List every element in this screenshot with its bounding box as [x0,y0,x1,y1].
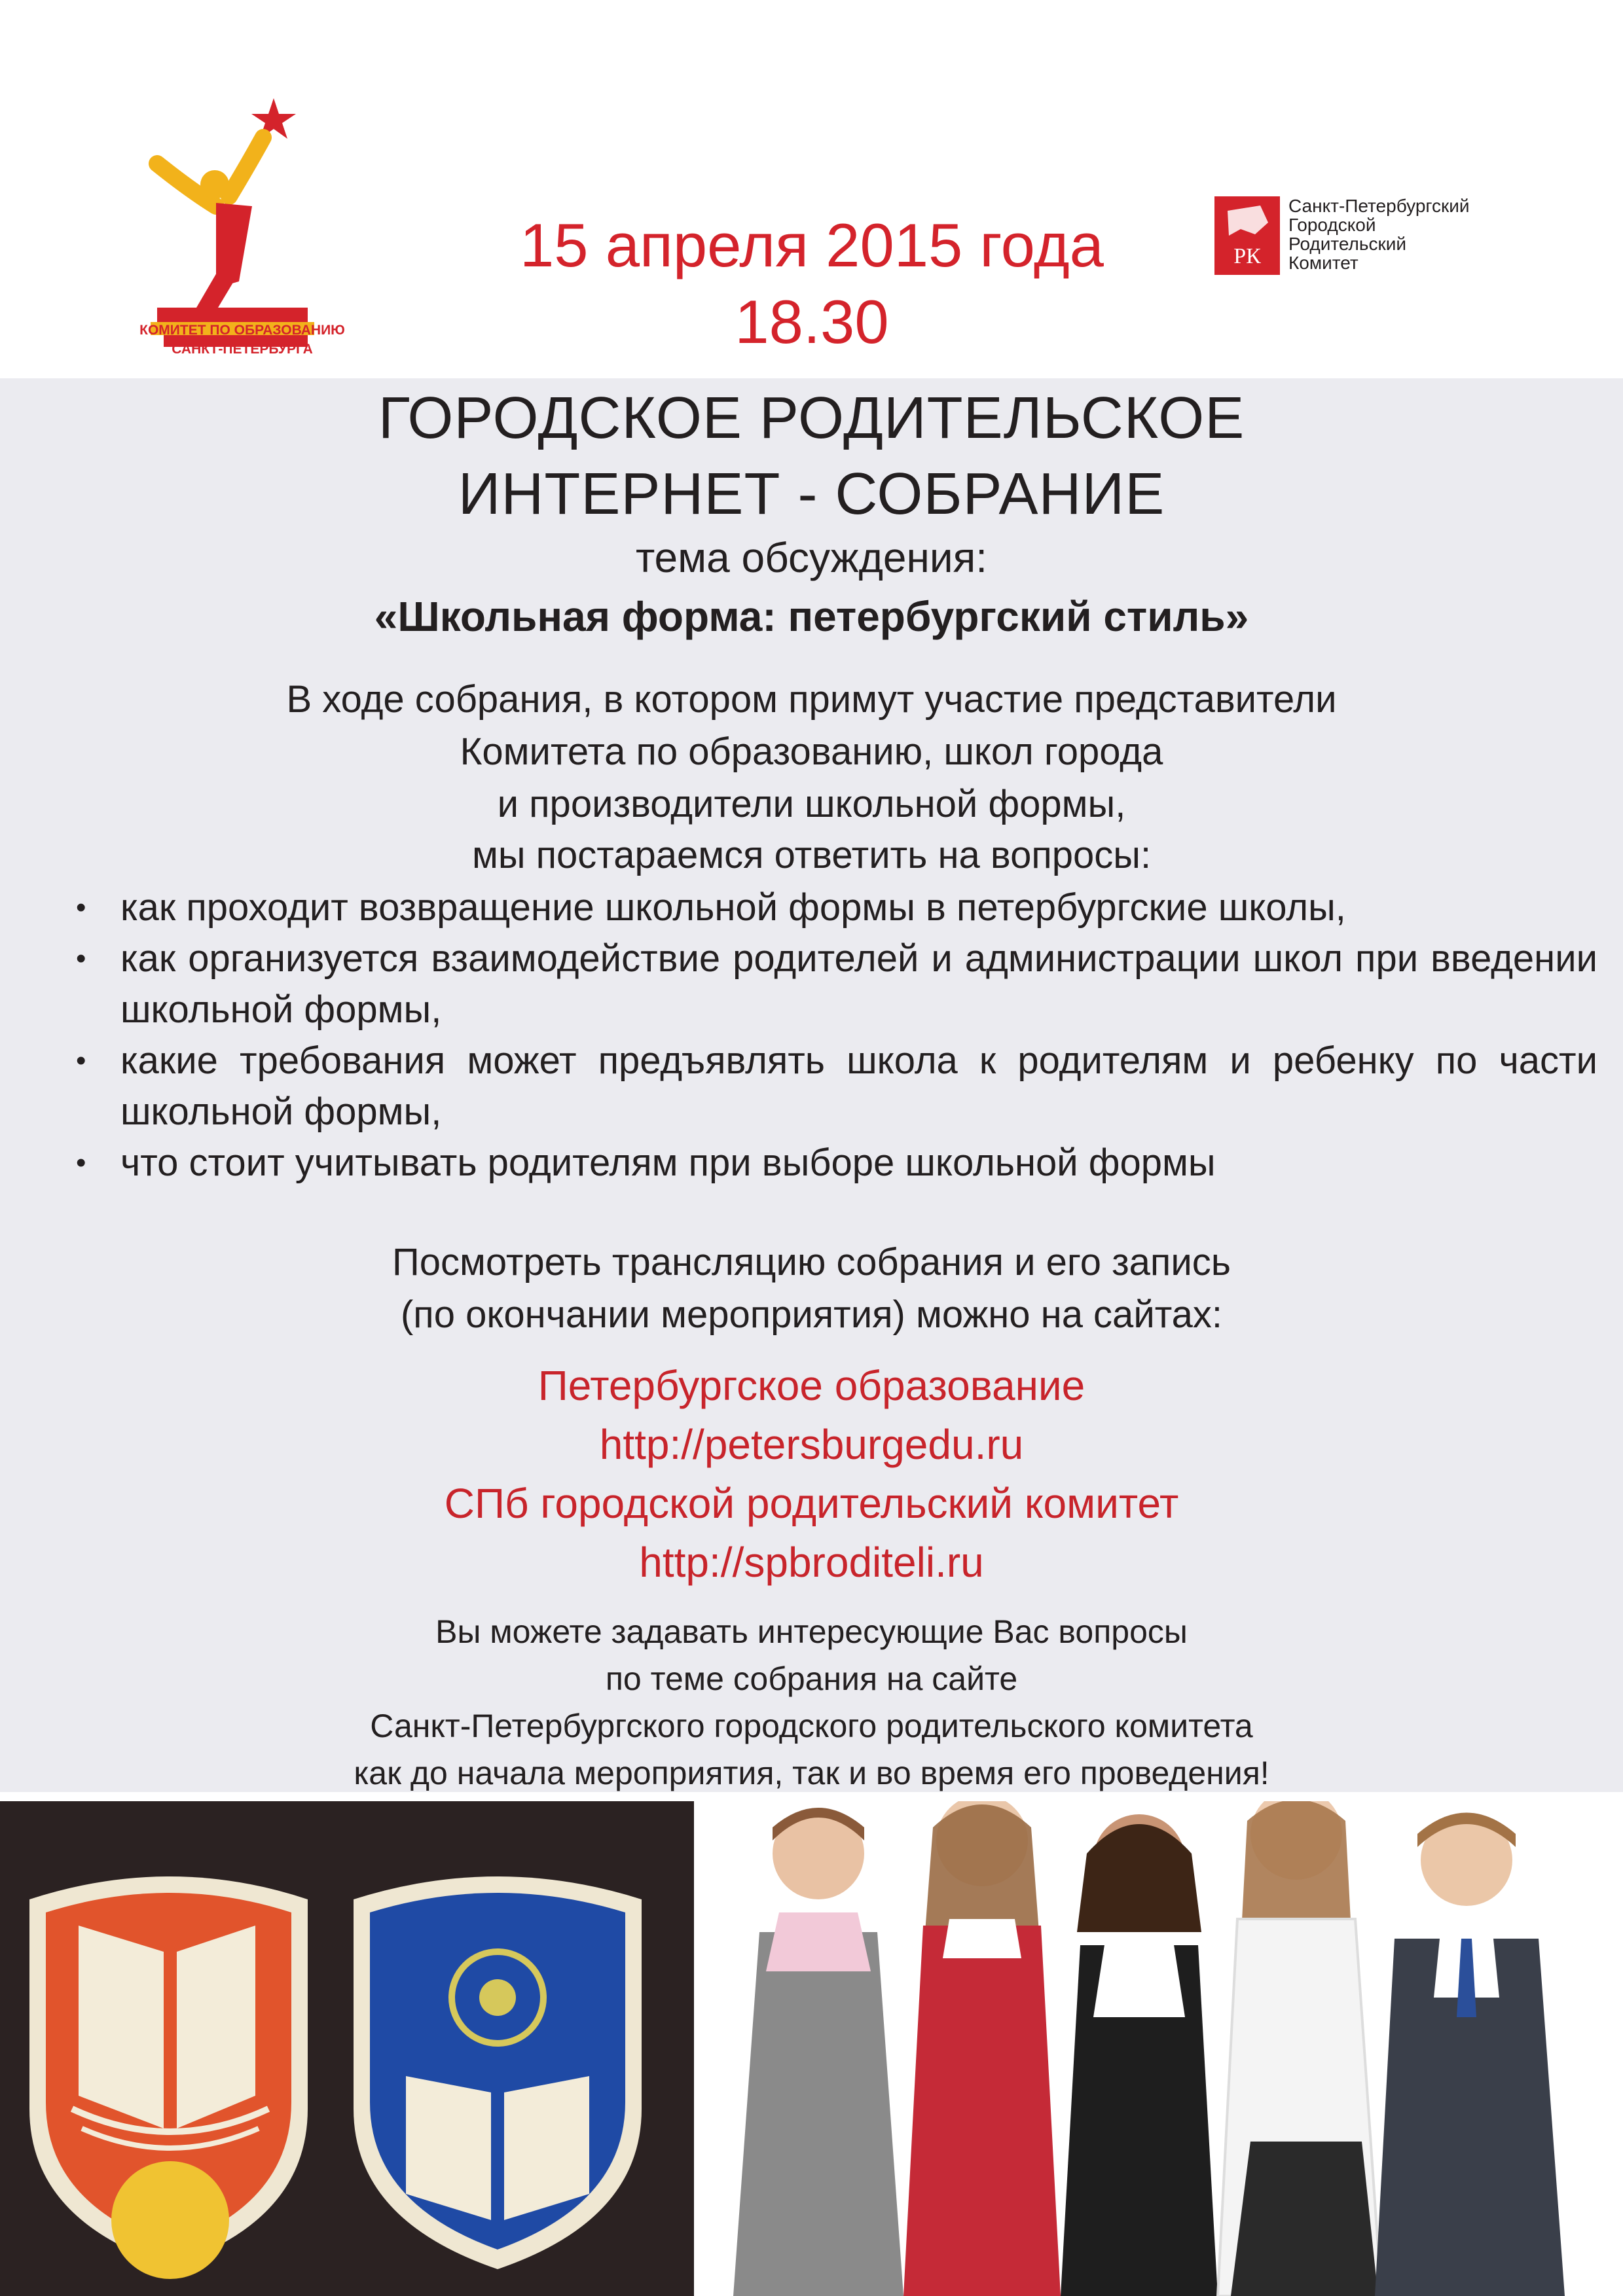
list-item [72,1138,1597,1189]
watch-line: (по окончании мероприятия) можно на сайтах: [400,1293,1222,1336]
intro-line: мы постараемся ответить на вопросы: [471,834,1152,876]
list-item [72,882,1597,933]
list-item-text: какие требования может предъявлять школа к родителям и ребенку по части школьной формы, [120,1039,1597,1133]
list-item [72,1035,1597,1138]
page-title-line: ГОРОДСКОЕ РОДИТЕЛЬСКОЕ [378,386,1245,451]
bullet-icon: • [76,1147,86,1179]
ask-line: Вы можете задавать интересующие Вас вопросы [435,1613,1188,1650]
figure-leg [196,268,236,311]
children-in-uniform-photo [733,1801,1578,2296]
ask-line: по теме собрания на сайте [605,1660,1018,1697]
site-name-edu[interactable]: Петербургское образование [538,1362,1085,1409]
figure-head [200,170,229,199]
right-logo-caption-line: Санкт-Петербургский [1288,196,1470,216]
badge-label: РК [1233,244,1261,268]
blue-emblem [354,1876,642,2269]
figure-arm-raised [229,137,263,196]
list-item [72,933,1597,1035]
left-logo-caption-line: САНКТ-ПЕТЕРБУРГА [172,342,313,357]
right-logo-caption-line: Родительский [1288,234,1406,254]
event-date: 15 апреля 2015 года [520,211,1104,279]
right-logo-caption [1288,196,1537,272]
list-item-text: как проходит возвращение школьной формы в петербургские школы, [120,886,1346,929]
page-title-line: ИНТЕРНЕТ - СОБРАНИЕ [458,461,1165,527]
school-emblems-photo [0,1801,694,2296]
bullet-icon: • [76,942,86,975]
intro-line: Комитета по образованию, школ города [460,730,1163,773]
book-1 [157,308,308,322]
topic-label: тема обсуждения: [635,534,988,581]
parents-committee-logo [1214,196,1280,275]
right-logo-caption-line: Комитет [1288,253,1359,273]
site-link-edu[interactable]: http://petersburgedu.ru [599,1421,1024,1468]
child-figure [1061,1814,1218,2296]
event-time: 18.30 [735,287,889,356]
list-item-text: что стоит учитывать родителям при выборе школьной формы [120,1141,1216,1184]
right-logo-caption-line: Городской [1288,215,1376,235]
intro-line: и производители школьной формы, [497,783,1126,825]
topic-title: «Школьная форма: петербургский стиль» [374,593,1249,640]
left-logo-caption [98,321,386,359]
left-logo-caption-line: КОМИТЕТ ПО ОБРАЗОВАНИЮ [139,323,345,338]
intro-line: В ходе собрания, в котором примут участие представители [286,678,1337,721]
watch-line: Посмотреть трансляцию собрания и его запись [392,1241,1231,1283]
ask-line: как до начала мероприятия, так и во время его проведения! [354,1755,1269,1791]
questions-list [72,882,1597,1189]
ask-line: Санкт-Петербургского городского родительского комитета [370,1708,1253,1744]
list-item-text: как организуется взаимодействие родителей и администрации школ при введении школьной формы, [120,937,1597,1031]
site-link-parents[interactable]: http://spbroditeli.ru [639,1539,984,1586]
bullet-icon: • [76,891,86,924]
bullet-icon: • [76,1045,86,1077]
site-name-parents[interactable]: СПб городской родительский комитет [444,1480,1179,1527]
